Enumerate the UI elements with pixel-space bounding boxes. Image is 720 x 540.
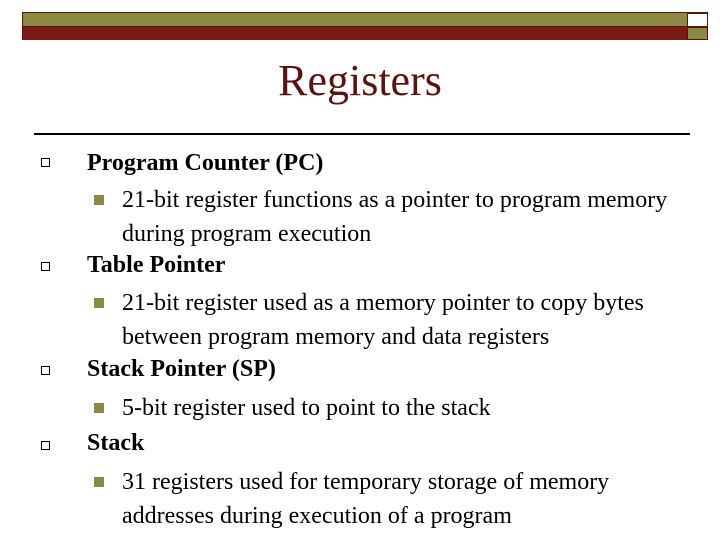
- header-decoration-bar: [22, 12, 708, 40]
- item-heading: Program Counter (PC): [87, 150, 324, 176]
- item-detail: 31 registers used for temporary storage of memory addresses during execution of a program: [122, 469, 610, 529]
- item-detail: 21-bit register used as a memory pointer to copy bytes between program memory and data registers: [122, 290, 644, 350]
- corner-square-white: [687, 13, 708, 27]
- filled-square-icon: [94, 195, 104, 205]
- filled-square-icon: [94, 298, 104, 308]
- hollow-square-icon: [41, 441, 50, 450]
- item-heading: Table Pointer: [87, 252, 226, 278]
- item-detail: 5-bit register used to point to the stack: [122, 395, 491, 421]
- title-divider: [34, 133, 690, 135]
- item-heading: Stack Pointer (SP): [87, 356, 276, 382]
- red-stripe: [23, 27, 707, 40]
- filled-square-icon: [94, 403, 104, 413]
- slide-title: Registers: [278, 56, 442, 105]
- hollow-square-icon: [41, 158, 50, 167]
- hollow-square-icon: [41, 262, 50, 271]
- hollow-square-icon: [41, 366, 50, 375]
- item-detail: 21-bit register functions as a pointer to program memory during program execution: [122, 187, 668, 247]
- corner-square-olive: [687, 27, 708, 40]
- olive-stripe: [23, 13, 707, 27]
- item-heading: Stack: [87, 430, 145, 456]
- filled-square-icon: [94, 477, 104, 487]
